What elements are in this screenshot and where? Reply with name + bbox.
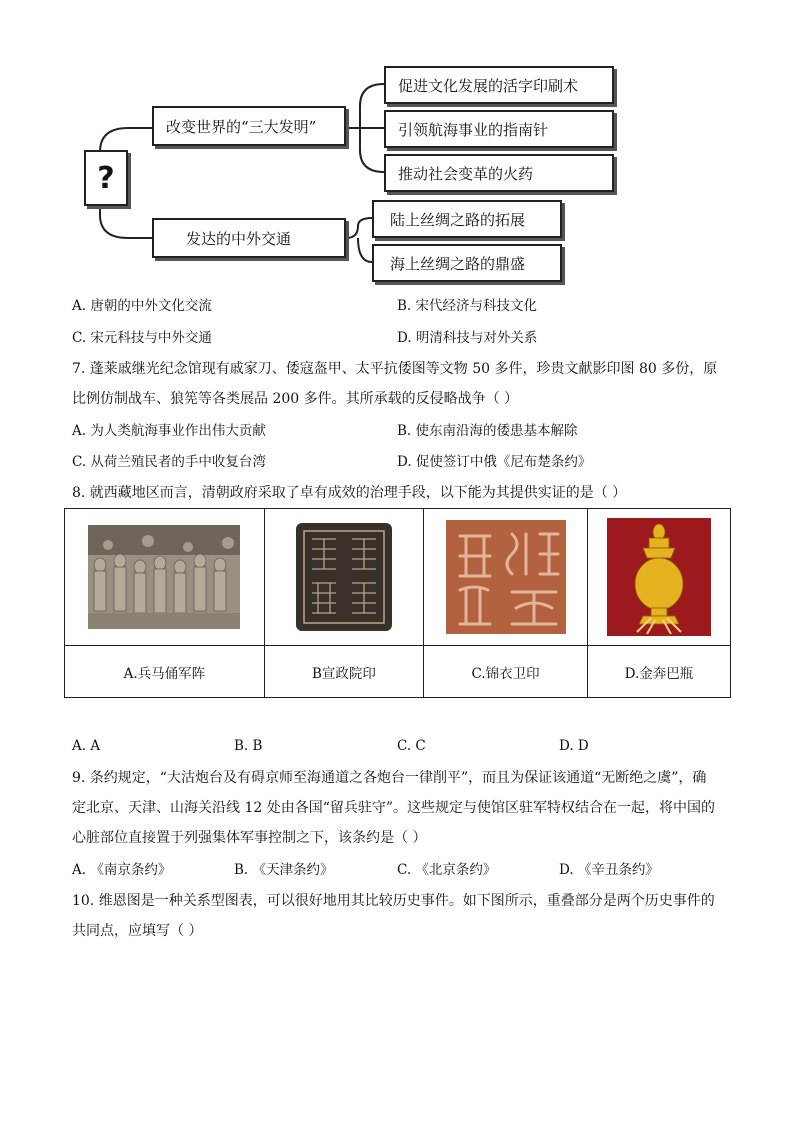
q8-option-a[interactable]: A. A [72, 738, 101, 754]
caption-c: C.锦衣卫印 [424, 646, 588, 698]
diagram-branch-label: 发达的中外交通 [186, 229, 292, 248]
q8-stem: 8. 就西藏地区而言，清朝政府采取了卓有成效的治理手段，以下能为其提供实证的是（ ） [72, 485, 627, 501]
diagram-leaf [384, 66, 614, 104]
diagram-leaf-text: 推动社会变革的火药 [398, 164, 534, 183]
image-cell [264, 509, 423, 646]
caption-b: B宣政院印 [264, 646, 423, 698]
q6-option-b[interactable]: B. 宋代经济与科技文化 [397, 298, 538, 314]
diagram-leaf-text: 海上丝绸之路的鼎盛 [390, 254, 526, 273]
q9-stem-line1: 9. 条约规定，“大沽炮台及有碍京师至海通道之各炮台一律削平”，而且为保证该通道“无断绝之虞”，确 [72, 770, 707, 786]
q9-option-b[interactable]: B. 《天津条约》 [234, 862, 334, 878]
diagram-branch-traffic [152, 218, 346, 258]
q6-option-d[interactable]: D. 明清科技与对外关系 [397, 330, 538, 346]
diagram-leaf [372, 200, 562, 238]
q10-stem-line2: 共同点，应填写（ ） [72, 923, 203, 939]
xuanzheng-seal-image [294, 521, 394, 633]
golden-urn-image [607, 518, 711, 636]
diagram-leaf [384, 110, 614, 148]
diagram-leaf-text: 促进文化发展的活字印刷术 [398, 76, 579, 95]
q7-option-c[interactable]: C. 从荷兰殖民者的手中收复台湾 [72, 454, 266, 470]
q7-option-d[interactable]: D. 促使签订中俄《尼布楚条约》 [397, 454, 592, 470]
image-cell [65, 509, 265, 646]
q7-option-b[interactable]: B. 使东南沿海的倭患基本解除 [397, 423, 578, 439]
diagram-branch-label: 改变世界的“三大发明” [166, 117, 317, 136]
diagram-root-box [84, 150, 128, 206]
q9-option-c[interactable]: C. 《北京条约》 [397, 862, 497, 878]
image-cell [588, 509, 731, 646]
q6-option-a[interactable]: A. 唐朝的中外文化交流 [72, 298, 212, 314]
caption-d: D.金奔巴瓶 [588, 646, 731, 698]
caption-a: A.兵马俑军阵 [65, 646, 265, 698]
q9-stem-line3: 心脏部位直接置于列强集体军事控制之下，该条约是（ ） [72, 830, 427, 846]
diagram-leaf [372, 244, 562, 282]
q9-option-a[interactable]: A. 《南京条约》 [72, 862, 172, 878]
q9-option-d[interactable]: D. 《辛丑条约》 [559, 862, 659, 878]
q9-stem-line2: 定北京、天津、山海关沿线 12 处由各国“留兵驻守”。这些规定与使馆区驻军特权结合在一起，将中国的 [72, 800, 716, 816]
q6-option-c[interactable]: C. 宋元科技与中外交通 [72, 330, 212, 346]
diagram-branch-inventions [152, 106, 346, 146]
q8-option-c[interactable]: C. C [397, 738, 426, 754]
q8-image-table [64, 508, 731, 698]
image-cell [424, 509, 588, 646]
q8-option-b[interactable]: B. B [234, 738, 263, 754]
diagram-leaf-text: 陆上丝绸之路的拓展 [390, 210, 526, 229]
q7-stem-line1: 7. 蓬莱戚继光纪念馆现有戚家刀、倭寇盔甲、太平抗倭图等文物 50 多件，珍贵文献影印图 80 多份，原 [72, 361, 718, 377]
terracotta-army-image [88, 525, 240, 629]
diagram-leaf [384, 154, 614, 192]
q10-stem-line1: 10. 维恩图是一种关系型图表，可以很好地用其比较历史事件。如下图所示，重叠部分是两个历史事件的 [72, 893, 715, 909]
diagram-leaf-text: 引领航海事业的指南针 [398, 120, 549, 139]
q8-option-d[interactable]: D. D [559, 738, 589, 754]
q7-option-a[interactable]: A. 为人类航海事业作出伟大贡献 [72, 423, 266, 439]
diagram-root-text: ? [97, 160, 115, 196]
jinyiwei-seal-image [446, 520, 566, 634]
q7-stem-line2: 比例仿制战车、狼筅等各类展品 200 多件。其所承载的反侵略战争（ ） [72, 391, 519, 407]
